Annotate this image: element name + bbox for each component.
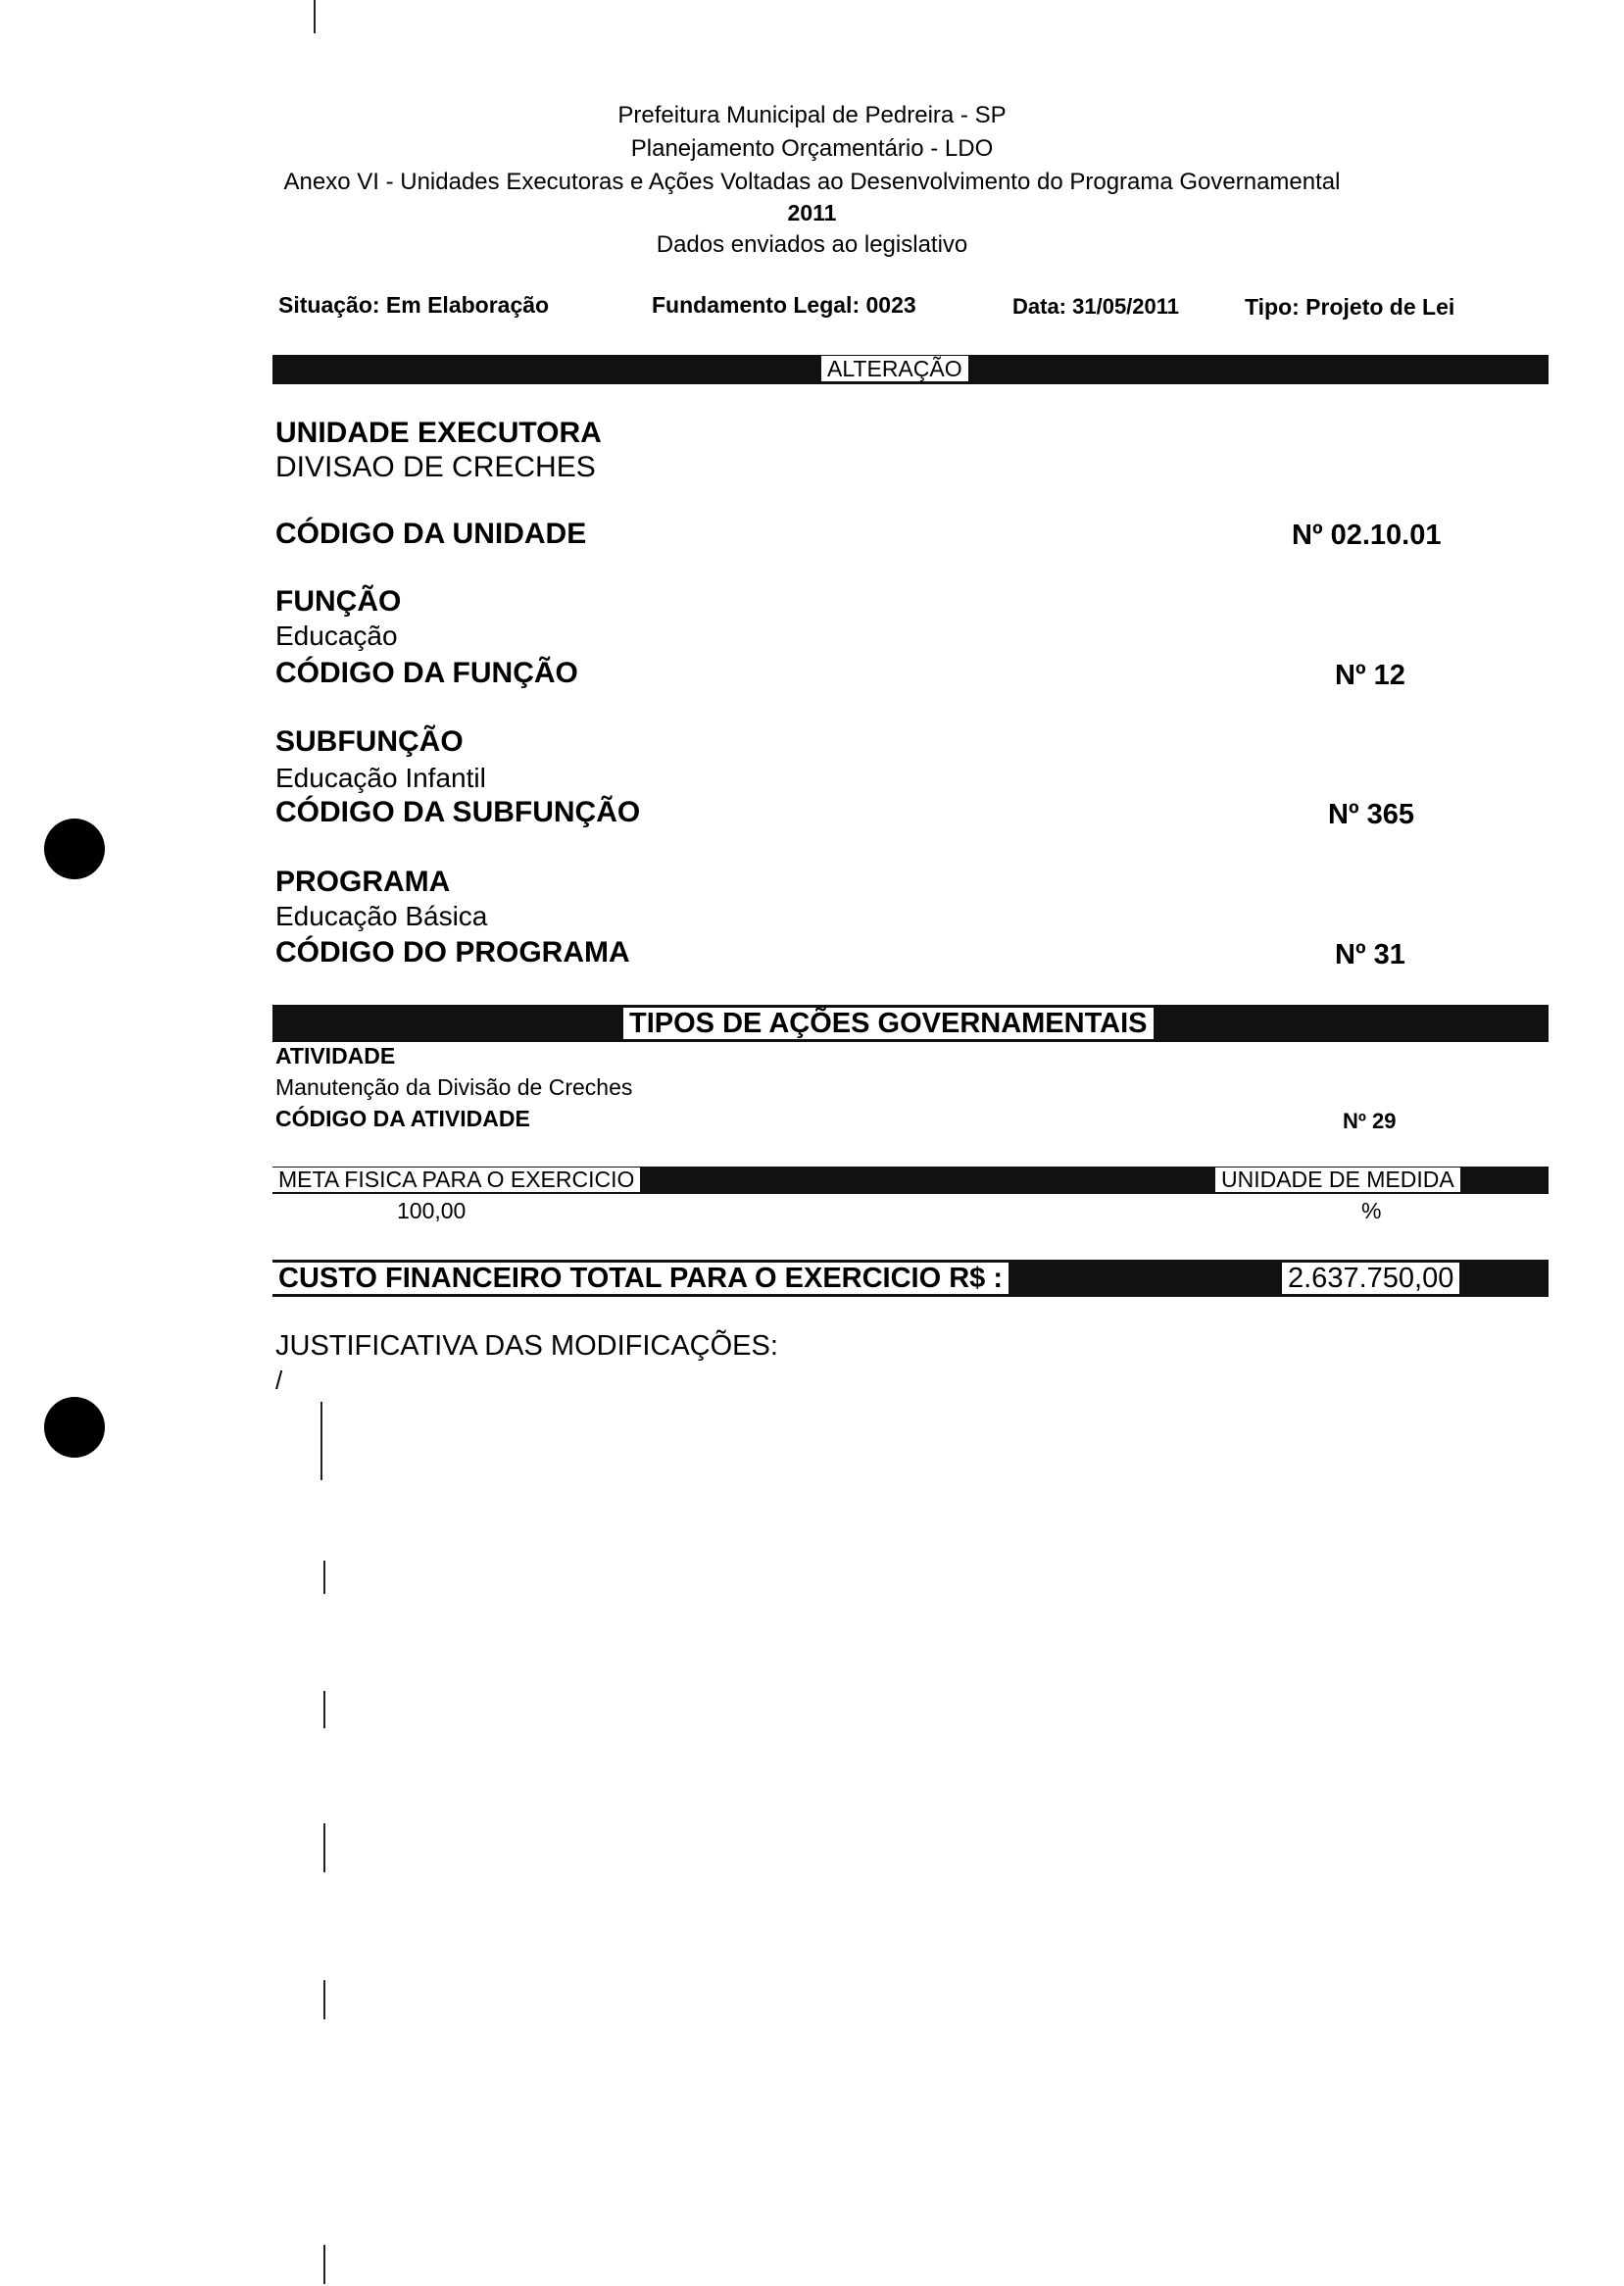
scan-mark — [320, 1402, 322, 1480]
tipos-acoes-bar — [272, 1005, 1549, 1042]
scan-mark — [323, 1980, 325, 2019]
unidade-label: UNIDADE EXECUTORA — [275, 417, 602, 449]
custo-bar — [272, 1260, 1549, 1297]
header-line-1: Prefeitura Municipal de Pedreira - SP — [617, 102, 1007, 128]
meta-data: Data: 31/05/2011 — [1012, 294, 1180, 319]
funcao-code-value: Nº 12 — [1335, 660, 1405, 691]
meta-tipo: Tipo: Projeto de Lei — [1245, 294, 1455, 320]
alteracao-bar — [272, 355, 1549, 384]
scan-mark — [314, 0, 316, 33]
meta-fundamento: Fundamento Legal: 0023 — [652, 292, 916, 318]
custo-label: CUSTO FINANCEIRO TOTAL PARA O EXERCICIO R$ : — [272, 1263, 1009, 1294]
funcao-value: Educação — [275, 621, 398, 651]
scan-mark — [323, 1561, 325, 1594]
atividade-label: ATIVIDADE — [275, 1043, 396, 1068]
programa-value: Educação Básica — [275, 901, 488, 931]
punch-hole-bottom — [44, 1397, 105, 1458]
meta-fisica-bar — [272, 1167, 1549, 1194]
meta-fisica-label: META FISICA PARA O EXERCICIO — [272, 1168, 640, 1192]
justificativa-value: / — [275, 1366, 283, 1395]
alteracao-label: ALTERAÇÃO — [821, 356, 968, 381]
justificativa-label: JUSTIFICATIVA DAS MODIFICAÇÕES: — [275, 1330, 778, 1362]
programa-label: PROGRAMA — [275, 866, 451, 898]
subfuncao-code-label: CÓDIGO DA SUBFUNÇÃO — [275, 796, 641, 828]
atividade-code-value: Nº 29 — [1343, 1109, 1397, 1133]
punch-hole-top — [44, 819, 105, 879]
atividade-code-label: CÓDIGO DA ATIVIDADE — [275, 1106, 530, 1131]
header-line-5: Dados enviados ao legislativo — [656, 231, 968, 258]
header-line-2: Planejamento Orçamentário - LDO — [630, 135, 994, 162]
custo-value: 2.637.750,00 — [1282, 1263, 1459, 1294]
unidade-medida-label: UNIDADE DE MEDIDA — [1215, 1168, 1460, 1192]
header-year: 2011 — [787, 200, 837, 225]
subfuncao-value: Educação Infantil — [275, 763, 486, 793]
header-line-3: Anexo VI - Unidades Executoras e Ações Voltadas ao Desenvolvimento do Programa Governamental — [283, 169, 1341, 195]
programa-code-label: CÓDIGO DO PROGRAMA — [275, 936, 630, 969]
programa-code-value: Nº 31 — [1335, 939, 1405, 970]
unidade-value: DIVISAO DE CRECHES — [275, 451, 596, 483]
scan-mark — [323, 1823, 325, 1872]
meta-situacao: Situação: Em Elaboração — [278, 292, 550, 318]
atividade-value: Manutenção da Divisão de Creches — [275, 1074, 633, 1100]
tipos-acoes-label: TIPOS DE AÇÕES GOVERNAMENTAIS — [623, 1008, 1154, 1039]
funcao-code-label: CÓDIGO DA FUNÇÃO — [275, 657, 578, 689]
funcao-label: FUNÇÃO — [275, 585, 402, 618]
scan-mark — [323, 1691, 325, 1728]
unidade-code-label: CÓDIGO DA UNIDADE — [275, 518, 587, 550]
meta-fisica-value: 100,00 — [397, 1198, 467, 1223]
scan-mark — [323, 2245, 325, 2284]
subfuncao-code-value: Nº 365 — [1328, 799, 1414, 830]
subfuncao-label: SUBFUNÇÃO — [275, 725, 464, 758]
unidade-medida-value: % — [1361, 1198, 1382, 1223]
unidade-code-value: Nº 02.10.01 — [1292, 520, 1442, 551]
